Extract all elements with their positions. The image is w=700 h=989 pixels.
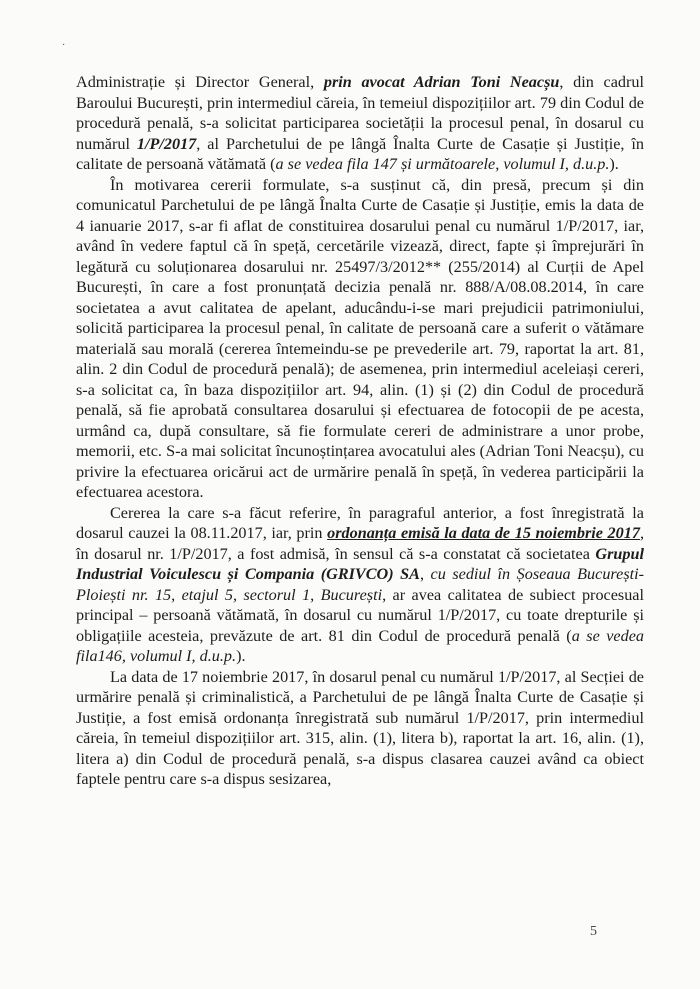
text-run: , al Parchetului de pe lângă Înalta Curte de Casație și Justiție, în calitate de persoană vătămată (	[76, 134, 644, 173]
text-run: a se vedea fila 147 și următoarele, volumul I, d.u.p.	[275, 155, 610, 173]
text-run: ordonanța emisă la data de 15 noiembrie 2017	[327, 524, 640, 542]
page-number: 5	[590, 924, 597, 939]
text-run: a se vedea fila146, volumul I, d.u.p.	[76, 626, 644, 665]
scan-mark: ·	[62, 40, 66, 51]
text-run: La data de 17 noiembrie 2017, în dosarul penal cu numărul 1/P/2017, al Secției de urmărire penală și criminalistică, a Parchetului de pe lângă Înalta Curte de Casație și Justiție, a fost emisă ordonanța înregistrată sub numărul 1/P/2017, prin intermediul căreia, în temeiul dispozițiilor art. 315, alin. (1), litera b), raportat la art. 16, alin. (1), litera a) din Codul de procedură penală, s-a dispus clasarea cauzei având ca obiect faptele pentru care s-a dispus sesizarea,	[76, 667, 644, 788]
text-run: ).	[609, 155, 619, 173]
paragraph	[76, 503, 644, 667]
paragraph	[76, 175, 644, 503]
paragraph	[76, 667, 644, 790]
text-run: În motivarea cererii formulate, s-a susținut că, din presă, precum și din comunicatul Parchetului de pe lângă Înalta Curte de Casație și Justiție, emis la data de 4 ianuarie 2017, s-ar fi aflat de constituirea dosarului penal cu numărul 1/P/2017, iar, având în vedere faptul că în speță, cercetările vizează, direct, fapte și împrejurări în legătură cu soluționarea dosarului nr. 25497/3/2012** (255/2014) al Curții de Apel București, în care a fost pronunțată decizia penală nr. 888/A/08.08.2014, în care societatea a avut calitatea de apelant, aducându-i-se mari prejudicii patrimoniului, solicită participarea la procesul penal, în calitate de persoană care a suferit o vătămare materială sau morală (cererea întemeindu-se pe prevederile art. 79, raportat la art. 81, alin. 2 din Codul de procedură penală); de asemenea, prin intermediul aceleiași cereri, s-a solicitat ca, în baza dispozițiilor art. 94, alin. (1) și (2) din Codul de procedură penală, să fie aprobată consultarea dosarului și efectuarea de fotocopii de pe acesta, urmând ca, după consultare, să fie formulate cereri de administrare a unor probe, memorii, etc. S-a mai solicitat încunoștințarea avocatului ales (Adrian Toni Neacșu), cu privire la efectuarea oricărui act de urmărire penală în speță, în vederea participării la efectuarea acestora.	[76, 175, 644, 501]
text-run: Cererea la care s-a făcut referire, în paragraful anterior, a fost înregistrată la dosarul cauzei la 08.11.2017, iar, prin	[76, 503, 644, 542]
text-run: , în dosarul nr. 1/P/2017, a fost admisă, în sensul că s-a constatat că societatea	[76, 524, 644, 563]
paragraph	[76, 72, 644, 175]
text-run: prin avocat Adrian Toni Neacșu	[323, 73, 560, 91]
text-run: ).	[236, 647, 246, 665]
text-run: , ar avea calitatea de subiect procesual principal – persoană vătămată, în dosarul cu numărul 1/P/2017, cu toate drepturile și obligațiile acesteia, prevăzute de art. 81 din Codul de procedură penală (	[76, 585, 644, 645]
body-text	[76, 72, 644, 790]
text-run: Administrație și Director General,	[76, 73, 324, 91]
text-run: cu sediul în Șoseaua București-Ploiești nr. 15, etajul 5, sectorul 1, București	[76, 565, 644, 604]
text-run: Grupul Industrial Voiculescu și Compania (GRIVCO) SA	[76, 544, 644, 583]
text-run: ,	[419, 565, 431, 583]
text-run: 1/P/2017	[136, 134, 197, 153]
text-run: , din cadrul Baroului București, prin intermediul căreia, în temeiul dispozițiilor art. 79 din Codul de procedură penală, s-a solicitat participarea societății la procesul penal, în dosarul cu numărul	[76, 73, 644, 153]
